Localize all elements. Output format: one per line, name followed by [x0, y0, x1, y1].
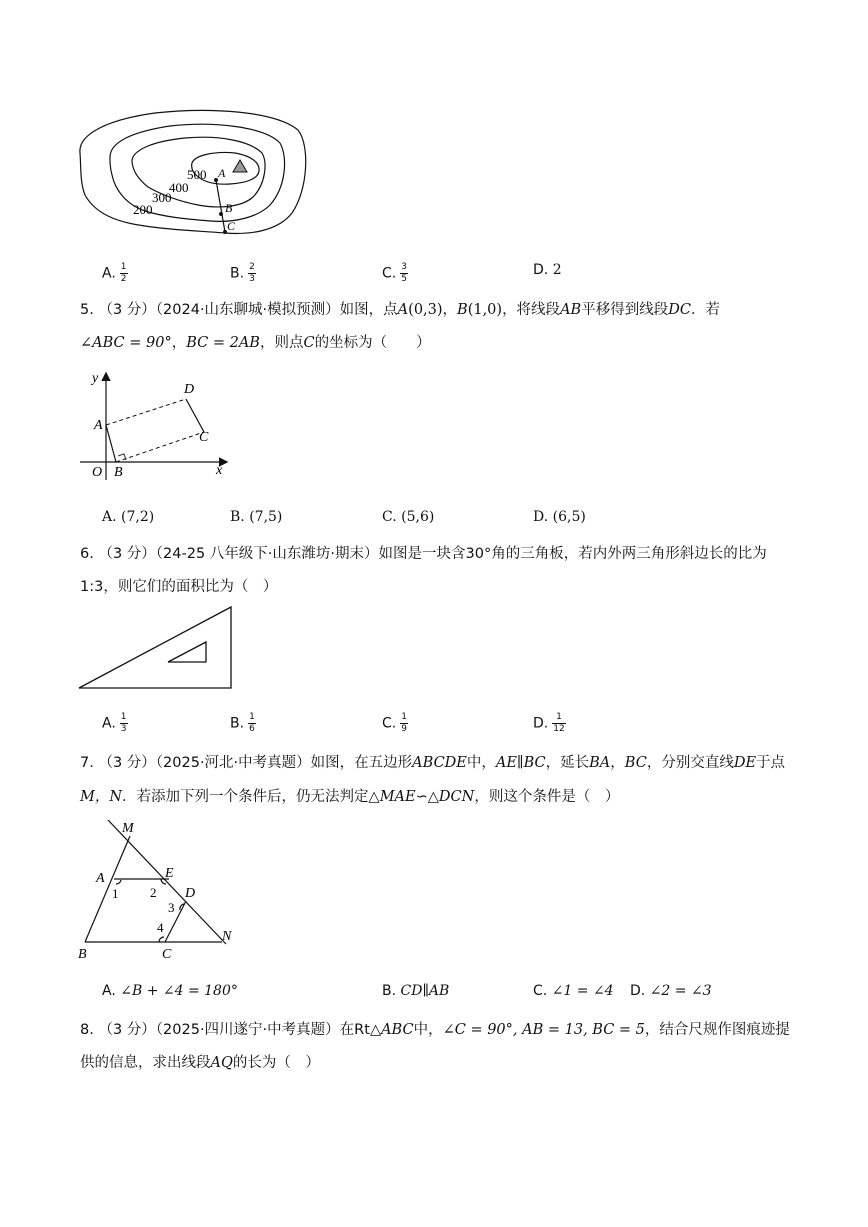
q5-option-d[interactable]: D. (6,5) [533, 509, 586, 525]
point-label: A [96, 871, 105, 886]
q7-text-line2: M，N．若添加下列一个条件后，仍无法判定△MAE∽△DCN，则这个条件是（ ） [80, 789, 620, 805]
angle-label: 4 [157, 920, 164, 935]
pentagon-figure [74, 816, 244, 962]
q5-text-line2: ∠ABC = 90°，BC = 2AB，则点C的坐标为（ ） [80, 335, 431, 351]
angle-label: 3 [168, 900, 175, 915]
q4-option-d[interactable]: D. 2 [533, 262, 562, 278]
point-label: N [222, 929, 232, 944]
point-label: E [165, 866, 174, 881]
q6-option-b[interactable]: B. $\frac{1}{6}$ [230, 712, 255, 734]
point-label: B [225, 201, 233, 215]
q7-text-line1: 7. （3 分）（2025·河北·中考真题）如图，在五边形ABCDE中，AE∥BC，延长BA，BC，分别交直线DE于点 [80, 755, 786, 771]
q7-option-a[interactable]: A. ∠B + ∠4 = 180° [102, 983, 238, 999]
axis-label-y: y [92, 371, 99, 386]
contour-map-figure [70, 105, 330, 245]
angle-label: 2 [150, 885, 157, 900]
point-label: B [114, 465, 123, 480]
triangle-ruler-figure [76, 604, 236, 694]
q5-option-b[interactable]: B. (7,5) [230, 509, 283, 525]
q8-text-line2: 供的信息，求出线段AQ的长为（ ） [80, 1055, 320, 1071]
q7-option-b[interactable]: B. CD∥AB [382, 983, 450, 999]
coordinate-figure [74, 368, 234, 483]
q6-option-a[interactable]: A. $\frac{1}{3}$ [102, 712, 127, 734]
q6-option-c[interactable]: C. $\frac{1}{9}$ [382, 712, 407, 734]
contour-label: 300 [152, 190, 172, 205]
q4-option-a[interactable]: A. $\frac{1}{2}$ [102, 262, 127, 284]
point-label: A [94, 418, 103, 433]
q4-option-c[interactable]: C. $\frac{3}{5}$ [382, 262, 407, 284]
q6-text-line2: 1:3，则它们的面积比为（ ） [80, 579, 278, 595]
point-label: C [162, 947, 172, 962]
point-label: D [185, 886, 196, 901]
q5-option-c[interactable]: C. (5,6) [382, 509, 435, 525]
axis-label-x: x [216, 463, 223, 478]
contour-label: 400 [169, 180, 189, 195]
q6-option-d[interactable]: D. $\frac{1}{12}$ [533, 712, 565, 734]
q8-text-line1: 8. （3 分）（2025·四川遂宁·中考真题）在Rt△ABC中，∠C = 90°, AB = 13, BC = 5，结合尺规作图痕迹提 [80, 1022, 790, 1038]
point-label: A [218, 166, 226, 180]
point-label: D [184, 382, 195, 397]
q5-text-line1: 5. （3 分）（2024·山东聊城·模拟预测）如图，点A(0,3)，B(1,0)，将线段AB平移得到线段DC．若 [80, 302, 720, 318]
origin-label: O [92, 465, 103, 480]
contour-label: 200 [133, 202, 153, 217]
point-label: B [78, 947, 87, 962]
point-label: M [122, 821, 134, 836]
q5-option-a[interactable]: A. (7,2) [102, 509, 155, 525]
point-label: C [199, 430, 209, 445]
angle-label: 1 [112, 886, 119, 901]
q7-option-c[interactable]: C. ∠1 = ∠4 [533, 983, 614, 999]
q7-option-d[interactable]: D. ∠2 = ∠3 [630, 983, 712, 999]
q4-option-b[interactable]: B. $\frac{2}{3}$ [230, 262, 255, 284]
q6-text-line1: 6. （3 分）（24-25 八年级下·山东潍坊·期末）如图是一块含30°角的三角板，若内外两三角形斜边长的比为 [80, 546, 767, 562]
point-label: C [227, 219, 236, 233]
contour-label: 500 [187, 167, 207, 182]
